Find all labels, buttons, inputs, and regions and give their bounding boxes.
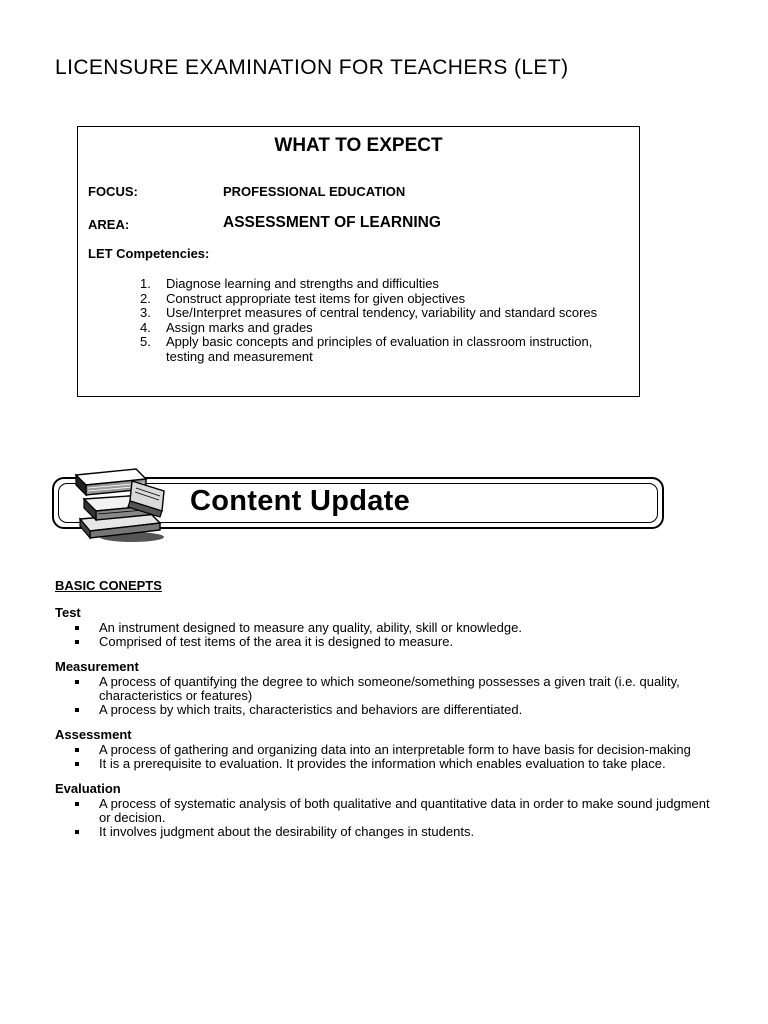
competency-item — [140, 306, 610, 321]
competency-number: 1. — [140, 276, 151, 291]
bullet-icon — [75, 748, 79, 752]
list-item — [55, 743, 715, 757]
basic-concepts-title: BASIC CONEPTS — [55, 578, 162, 593]
bullet-icon — [75, 802, 79, 806]
bullet-icon — [75, 830, 79, 834]
concept-point: It is a prerequisite to evaluation. It provides the information which enables evaluation to take place. — [99, 756, 666, 771]
bullet-icon — [75, 680, 79, 684]
concept-point: A process by which traits, characteristics and behaviors are differentiated. — [99, 702, 523, 717]
what-to-expect-box — [77, 126, 640, 397]
competency-text: Construct appropriate test items for given objectives — [166, 290, 466, 306]
competency-text: Apply basic concepts and principles of evaluation in classroom instruction, testing and measurement — [166, 334, 593, 364]
competency-number: 3. — [140, 305, 151, 320]
concept-point: It involves judgment about the desirability of changes in students. — [99, 824, 475, 839]
concept-measurement — [55, 659, 715, 717]
bullet-icon — [75, 708, 79, 712]
concept-point: Comprised of test items of the area it is designed to measure. — [99, 634, 454, 649]
area-value: ASSESSMENT OF LEARNING — [223, 214, 441, 231]
bullet-icon — [75, 626, 79, 630]
competency-list — [140, 277, 610, 364]
concept-term: Test — [55, 605, 81, 620]
area-label: AREA: — [88, 217, 130, 232]
page-title: LICENSURE EXAMINATION FOR TEACHERS (LET) — [55, 56, 569, 79]
competency-item — [140, 321, 610, 336]
stacked-books-icon — [62, 461, 174, 545]
list-item — [55, 797, 715, 825]
concept-term: Assessment — [55, 727, 132, 742]
competency-number: 5. — [140, 334, 151, 349]
focus-value: PROFESSIONAL EDUCATION — [223, 184, 406, 199]
list-item — [55, 675, 715, 703]
bullet-icon — [75, 640, 79, 644]
competency-text: Diagnose learning and strengths and difficulties — [166, 276, 439, 291]
list-item — [55, 635, 715, 649]
list-item — [55, 703, 715, 717]
concept-point: A process of quantifying the degree to which someone/something possesses a given trait (i.e. quality, characteristics or features) — [99, 674, 680, 703]
bullet-icon — [75, 762, 79, 766]
competency-item — [140, 292, 610, 307]
competencies-label: LET Competencies: — [88, 246, 210, 261]
content-update-title: Content Update — [190, 485, 411, 517]
competency-text: Assign marks and grades — [166, 319, 313, 335]
concept-point: An instrument designed to measure any quality, ability, skill or knowledge. — [99, 620, 522, 635]
competency-number: 4. — [140, 319, 151, 335]
concept-point: A process of systematic analysis of both qualitative and quantitative data in order to make sound judgment or decision. — [99, 796, 710, 825]
what-to-expect-heading: WHAT TO EXPECT — [274, 135, 443, 156]
concept-evaluation — [55, 781, 715, 839]
competency-item — [140, 335, 610, 364]
basic-concepts-list — [55, 605, 715, 849]
list-item — [55, 621, 715, 635]
competency-number: 2. — [140, 290, 151, 306]
concept-point: A process of gathering and organizing data into an interpretable form to have basis for decision-making — [99, 742, 691, 757]
focus-label: FOCUS: — [88, 184, 138, 199]
concept-test — [55, 605, 715, 649]
competency-item — [140, 277, 610, 292]
concept-assessment — [55, 727, 715, 771]
competency-text: Use/Interpret measures of central tendency, variability and standard scores — [166, 305, 598, 320]
concept-term: Measurement — [55, 659, 139, 674]
concept-term: Evaluation — [55, 781, 121, 796]
list-item — [55, 825, 715, 839]
list-item — [55, 757, 715, 771]
